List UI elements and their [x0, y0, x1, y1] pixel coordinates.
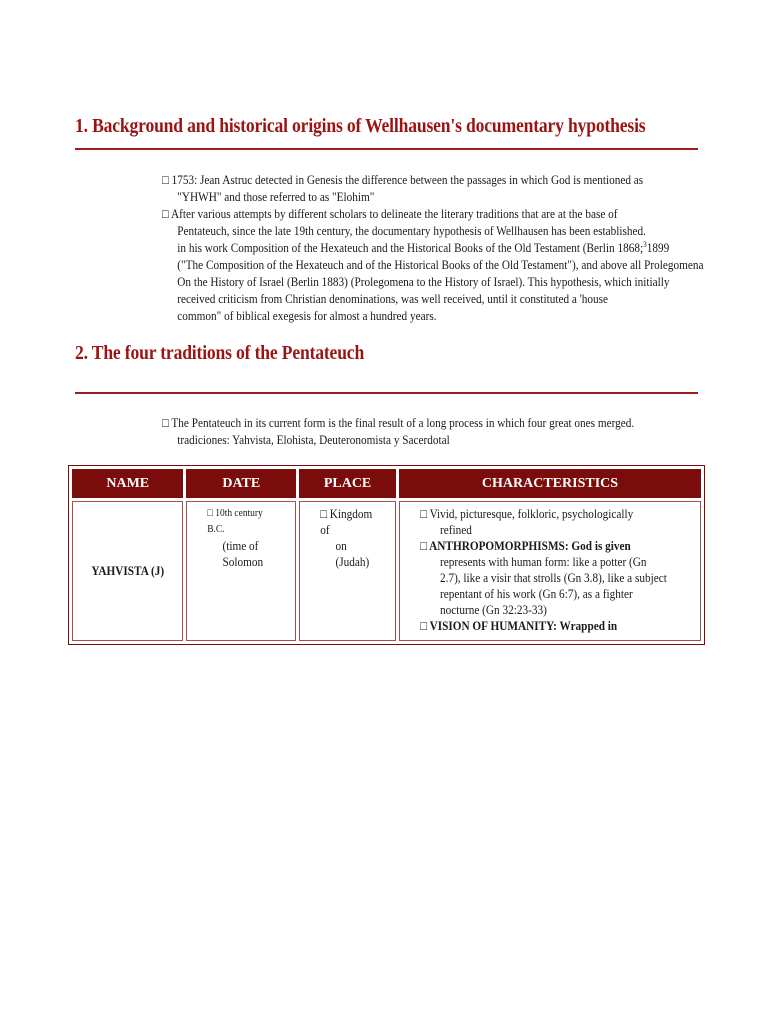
col-header-date: DATE	[186, 469, 296, 498]
text-line: received criticism from Christian denominations, was well received, until it constituted a 'house	[177, 292, 608, 306]
bullet-astruc-cont: "YHWH" and those referred to as "Elohim"	[177, 190, 375, 204]
place-line: on (Judah)	[335, 539, 370, 569]
char-line: refined	[439, 523, 472, 537]
char-bullet-humanity: □ VISION OF HUMANITY: Wrapped in	[420, 619, 618, 633]
date-bullet: □ 10th century B.C.	[207, 508, 264, 535]
text-line: On the History of Israel (Berlin 1883) (Prolegomena to the History of Israel). This hypothesis, which initially	[177, 275, 670, 289]
cell-date	[186, 501, 296, 641]
date-line: Solomon	[222, 555, 264, 569]
section1-text	[162, 172, 704, 325]
char-line: 2.7), like a visir that strolls (Gn 3.8), like a subject	[439, 571, 667, 585]
tradition-name: YAHVISTA (J)	[91, 564, 165, 578]
section2-intro	[162, 415, 666, 449]
char-bullet-anthropomorphisms: □ ANTHROPOMORPHISMS: God is given	[420, 539, 631, 553]
section-heading-traditions: 2. The four traditions of the Pentateuch	[75, 342, 365, 364]
char-line: repentant of his work (Gn 6:7), as a fighter	[439, 587, 633, 601]
place-line: □ Kingdom of	[320, 507, 373, 537]
text-span: in his work Composition of the Hexateuch and the Historical Books of the Old Testament (Berlin 1868;	[177, 241, 644, 255]
col-header-name: NAME	[72, 469, 183, 498]
bullet-astruc: □ 1753: Jean Astruc detected in Genesis the difference between the passages in which God is mentioned as	[162, 173, 644, 187]
traditions-table	[68, 465, 705, 645]
footnote-ref: 3	[643, 239, 647, 249]
text-line: ("The Composition of the Hexateuch and of the Historical Books of the Old Testament"), and above all Prolegomena	[177, 258, 704, 272]
date-line: (time of	[222, 539, 259, 553]
intro-line: □ The Pentateuch in its current form is the final result of a long process in which four great ones merged.	[162, 416, 635, 430]
char-line: represents with human form: like a potter (Gn	[439, 555, 647, 569]
char-line: nocturne (Gn 32:23-33)	[439, 603, 547, 617]
text-line: common" of biblical exegesis for almost a hundred years.	[177, 309, 437, 323]
bullet-wellhausen: □ After various attempts by different scholars to delineate the literary traditions that are at the base of	[162, 207, 618, 221]
col-header-place: PLACE	[299, 469, 396, 498]
year-span: 1899	[646, 241, 670, 255]
char-bullet: □ Vivid, picturesque, folkloric, psychologically	[420, 507, 634, 521]
section-divider	[75, 148, 698, 150]
section-divider	[75, 392, 698, 394]
col-header-characteristics: CHARACTERISTICS	[399, 469, 701, 498]
cell-characteristics	[399, 501, 701, 641]
text-line: Pentateuch, since the late 19th century, the documentary hypothesis of Wellhausen has been established.	[177, 224, 646, 238]
section-heading-background: 1. Background and historical origins of Wellhausen's documentary hypothesis	[75, 115, 646, 137]
intro-line-cont: tradiciones: Yahvista, Elohista, Deuteronomista y Sacerdotal	[177, 433, 450, 447]
table-header-row	[72, 469, 701, 498]
table-row	[72, 501, 701, 641]
cell-place	[299, 501, 396, 641]
text-line	[162, 239, 670, 257]
cell-name	[72, 501, 183, 641]
